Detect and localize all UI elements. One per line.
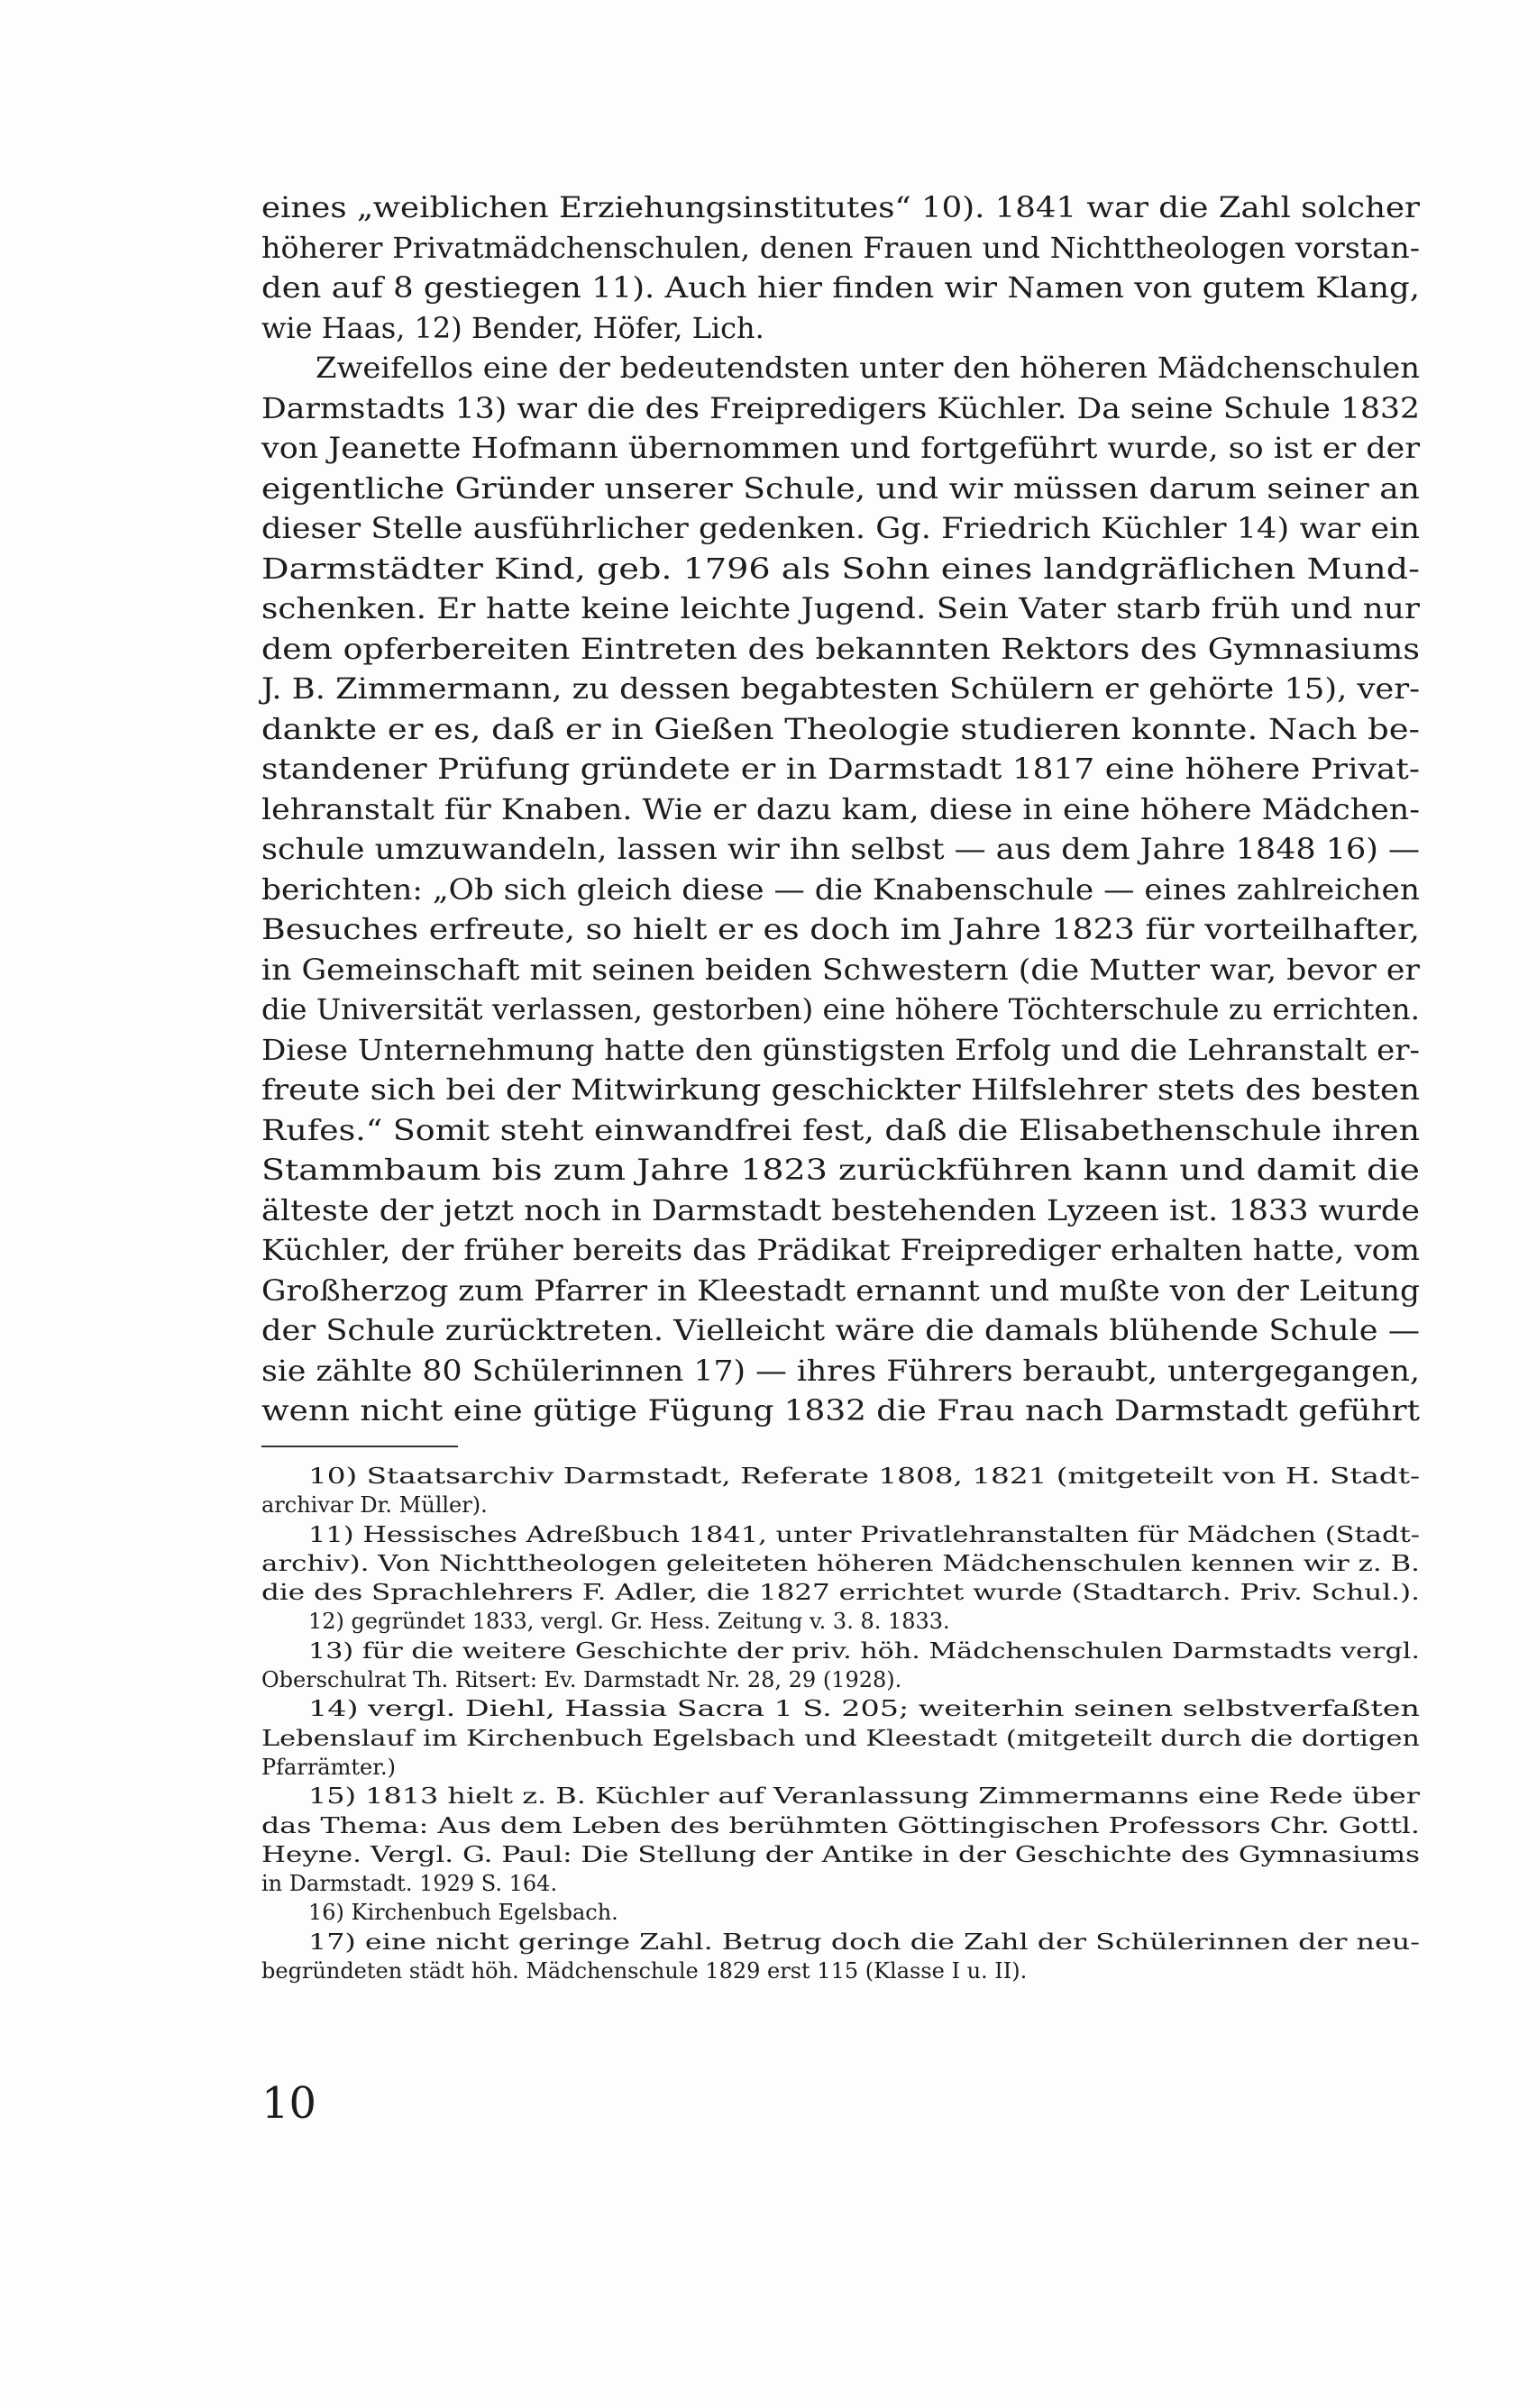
text-line <box>261 1391 1420 1431</box>
text-line-text: wie Haas, 12) Bender, Höfer, Lich. <box>261 310 764 345</box>
text-line-text: wenn nicht eine gütige Fügung 1832 die Frau nach Darmstadt geführt <box>261 1393 1420 1427</box>
footnote-line <box>261 1607 1420 1636</box>
text-line <box>261 1070 1420 1110</box>
footnote-line <box>261 1753 1420 1782</box>
footnote-line-text: archiv). Von Nichttheologen geleiteten höheren Mädchenschulen kennen wir z. B. <box>261 1550 1420 1576</box>
footnote-line-text: in Darmstadt. 1929 S. 164. <box>261 1871 558 1897</box>
text-line-text: lehranstalt für Knaben. Wie er dazu kam, diese in eine höhere Mädchen- <box>261 791 1420 826</box>
text-line-text: dankte er es, daß er in Gießen Theologie studieren konnte. Nach be- <box>261 711 1420 746</box>
footnote-line-text: Oberschulrat Th. Ritsert: Ev. Darmstadt Nr. 28, 29 (1928). <box>261 1667 902 1693</box>
text-line <box>261 789 1420 830</box>
text-line-text: Küchler, der früher bereits das Prädikat Freiprediger erhalten hatte, vom <box>261 1233 1420 1267</box>
text-line-text: schule umzuwandeln, lassen wir ihn selbst — aus dem Jahre 1848 16) — <box>261 832 1420 866</box>
footnote-line-text: archivar Dr. Müller). <box>261 1492 488 1519</box>
footnote-line <box>261 1462 1420 1491</box>
text-line <box>261 1030 1420 1071</box>
footnote-line <box>261 1520 1420 1549</box>
text-line <box>261 1271 1420 1311</box>
footnote-line-text: 16) Kirchenbuch Egelsbach. <box>308 1900 618 1926</box>
text-line <box>261 1351 1420 1391</box>
footnote-line <box>261 1724 1420 1753</box>
footnote-line-text: 13) für die weitere Geschichte der priv. höh. Mädchenschulen Darmstadts vergl. <box>308 1637 1420 1664</box>
text-line-text: Besuches erfreute, so hielt er es doch im Jahre 1823 für vorteilhafter, <box>261 912 1420 946</box>
page-number: 10 <box>261 2078 317 2129</box>
text-line-text: Rufes.“ Somit steht einwandfrei fest, daß die Elisabethenschule ihren <box>261 1112 1420 1147</box>
footnote-line <box>261 1898 1420 1927</box>
text-line <box>261 588 1420 629</box>
text-line-text: Großherzog zum Pfarrer in Kleestadt ernannt und mußte von der Leitung <box>261 1272 1420 1308</box>
footnote-line-text: die des Sprachlehrers F. Adler, die 1827 errichtet wurde (Stadtarch. Priv. Schul.). <box>261 1580 1420 1606</box>
text-line-text: freute sich bei der Mitwirkung geschickter Hilfslehrer stets des besten <box>261 1072 1420 1107</box>
text-line-text: die Universität verlassen, gestorben) eine höhere Töchterschule zu errichten. <box>261 992 1420 1026</box>
text-line <box>261 709 1420 750</box>
footnote-line-text: Lebenslauf im Kirchenbuch Egelsbach und Kleestadt (mitgeteilt durch die dortigen <box>261 1725 1420 1751</box>
footnote-line-text: 12) gegründet 1833, vergl. Gr. Hess. Zeitung v. 3. 8. 1833. <box>308 1609 950 1635</box>
text-line-text: eigentliche Gründer unserer Schule, und wir müssen darum seiner an <box>261 470 1421 506</box>
footnote-line <box>261 1782 1420 1811</box>
text-line-text: sie zählte 80 Schülerinnen 17) — ihres Führers beraubt, untergegangen, <box>261 1353 1420 1388</box>
footnote-line <box>261 1665 1420 1694</box>
text-line <box>261 268 1420 308</box>
text-line <box>261 1150 1420 1190</box>
footnote-line <box>261 1578 1420 1607</box>
text-line-text: dem opferbereiten Eintreten des bekannten Rektors des Gymnasiums <box>261 631 1420 666</box>
text-line <box>261 870 1420 910</box>
footnote-line-text: begründeten städt höh. Mädchenschule 1829 erst 115 (Klasse I u. II). <box>261 1958 1028 1984</box>
text-line-text: dieser Stelle ausführlicher gedenken. Gg. Friedrich Küchler 14) war ein <box>261 511 1420 545</box>
footnote-line-text: Pfarrämter.) <box>261 1754 397 1780</box>
text-line <box>261 469 1420 509</box>
text-line <box>261 749 1420 789</box>
text-line <box>261 308 1420 349</box>
text-line-text: Darmstadts 13) war die des Freipredigers Küchler. Da seine Schule 1832 <box>261 390 1420 425</box>
text-line <box>261 1190 1420 1231</box>
footnote-line <box>261 1811 1420 1840</box>
footnote-line <box>261 1869 1420 1898</box>
text-line-text: von Jeanette Hofmann übernommen und fortgeführt wurde, so ist er der <box>261 431 1420 465</box>
text-line-text: berichten: „Ob sich gleich diese — die Knabenschule — eines zahlreichen <box>261 871 1420 907</box>
text-line <box>261 950 1420 990</box>
text-line <box>261 629 1420 670</box>
footnote-line <box>261 1957 1420 1985</box>
text-line <box>261 187 1420 228</box>
text-line-text: in Gemeinschaft mit seinen beiden Schwestern (die Mutter war, bevor er <box>261 952 1420 987</box>
text-line-text: älteste der jetzt noch in Darmstadt bestehenden Lyzeen ist. 1833 wurde <box>261 1192 1420 1227</box>
text-line <box>261 549 1420 589</box>
text-line <box>261 508 1420 549</box>
text-line <box>261 829 1420 870</box>
text-line <box>261 388 1420 429</box>
text-line-text: eines „weiblichen Erziehungsinstitutes“ 10). 1841 war die Zahl solcher <box>261 190 1420 224</box>
footnote-line-text: Heyne. Vergl. G. Paul: Die Stellung der Antike in der Geschichte des Gymnasiums <box>261 1841 1420 1867</box>
text-line <box>261 909 1420 950</box>
footnote-line-text: 11) Hessisches Adreßbuch 1841, unter Privatlehranstalten für Mädchen (Stadt- <box>308 1521 1420 1547</box>
text-line-text: Zweifellos eine der bedeutendsten unter den höheren Mädchenschulen <box>316 351 1420 385</box>
footnote-line <box>261 1928 1420 1957</box>
text-line <box>261 1110 1420 1151</box>
footnote-line-text: 15) 1813 hielt z. B. Küchler auf Veranlassung Zimmermanns eine Rede über <box>308 1783 1420 1810</box>
footnote-line-text: 10) Staatsarchiv Darmstadt, Referate 1808, 1821 (mitgeteilt von H. Stadt- <box>308 1464 1420 1489</box>
text-line <box>261 669 1420 709</box>
main-text-block <box>261 187 1420 1431</box>
footnote-line <box>261 1840 1420 1869</box>
footnote-line <box>261 1637 1420 1665</box>
footnote-line-text: 17) eine nicht geringe Zahl. Betrug doch die Zahl der Schülerinnen der neu- <box>308 1929 1420 1955</box>
text-line <box>261 348 1420 388</box>
text-line <box>261 1310 1420 1351</box>
text-line-text: höherer Privatmädchenschulen, denen Frauen und Nichttheologen vorstan- <box>261 230 1420 265</box>
text-line <box>261 1230 1420 1271</box>
text-line-text: der Schule zurücktreten. Vielleicht wäre die damals blühende Schule — <box>261 1313 1420 1347</box>
text-line <box>261 990 1420 1030</box>
footnote-line-text: 14) vergl. Diehl, Hassia Sacra 1 S. 205; weiterhin seinen selbstverfaßten <box>308 1696 1420 1722</box>
footnote-line <box>261 1694 1420 1723</box>
text-line <box>261 428 1420 469</box>
text-line-text: Stammbaum bis zum Jahre 1823 zurückführen kann und damit die <box>261 1153 1420 1187</box>
text-line-text: standener Prüfung gründete er in Darmstadt 1817 eine höhere Privat- <box>261 752 1420 786</box>
footnote-line <box>261 1491 1420 1519</box>
footnote-line-text: das Thema: Aus dem Leben des berühmten Göttingischen Professors Chr. Gottl. <box>261 1812 1420 1838</box>
text-line <box>261 228 1420 269</box>
footnotes-block <box>261 1462 1420 1985</box>
footnote-separator <box>261 1446 458 1447</box>
text-line-text: Diese Unternehmung hatte den günstigsten Erfolg und die Lehranstalt er- <box>261 1032 1420 1067</box>
text-line-text: J. B. Zimmermann, zu dessen begabtesten Schülern er gehörte 15), ver- <box>261 671 1420 706</box>
footnote-line <box>261 1549 1420 1578</box>
text-line-text: schenken. Er hatte keine leichte Jugend. Sein Vater starb früh und nur <box>261 591 1420 625</box>
text-line-text: Darmstädter Kind, geb. 1796 als Sohn eines landgräflichen Mund- <box>261 551 1420 586</box>
text-line-text: den auf 8 gestiegen 11). Auch hier finden wir Namen von gutem Klang, <box>261 270 1420 305</box>
